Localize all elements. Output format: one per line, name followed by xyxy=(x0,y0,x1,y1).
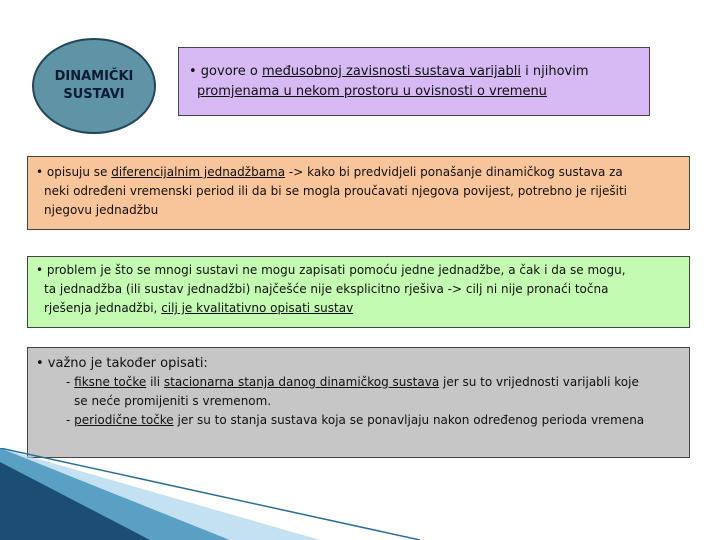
title-line2: SUSTAVI xyxy=(63,87,125,102)
box3-line1: problem je što se mnogi sustavi ne mogu zapisati pomoću jedne jednadžbe, a čak i da se mogu, xyxy=(43,263,626,277)
box4-mid: ili xyxy=(146,375,164,389)
box1-pre: govore o xyxy=(196,64,262,79)
box2-pre: opisuju se xyxy=(43,165,112,179)
box4-l2-post: jer su to vrijednosti varijabli koje xyxy=(439,375,639,389)
title-line1: DINAMIČKI xyxy=(54,69,134,84)
box1-post: i njihovim xyxy=(521,64,589,79)
fixed-points: fiksne točke xyxy=(74,375,147,389)
box4-line3: se neće promijeniti s vremenom. xyxy=(74,394,272,408)
box3-underlined: cilj je kvalitativno opisati sustav xyxy=(161,301,354,315)
box3-line3-pre: rješenja jednadžbi, xyxy=(44,301,162,315)
title-oval xyxy=(32,38,156,134)
bullet: • xyxy=(189,64,197,79)
box2-line2: neki određeni vremenski period ili da bi se mogla proučavati njegova povijest, potrebno je riješiti xyxy=(44,184,628,198)
bullet: • xyxy=(36,165,44,179)
box4-l4-post: jer su to stanja sustava koja se ponavljaju nakon određenog perioda vremena xyxy=(173,413,645,427)
stationary-states: stacionarna stanja danog dinamičkog sustava xyxy=(163,375,440,389)
dash: - xyxy=(66,413,75,427)
bullet: • xyxy=(36,356,44,371)
definition-box xyxy=(178,47,650,116)
corner-decoration xyxy=(0,448,720,540)
box1-line2: promjenama u nekom prostoru u ovisnosti o vremenu xyxy=(197,84,547,99)
box3-line2: ta jednadžba (ili sustav jednadžbi) najčešće nije eksplicitno rješiva -> cilj ni nije pronaći točna xyxy=(44,282,609,296)
problem-box xyxy=(27,256,690,328)
important-box xyxy=(27,347,690,458)
box1-underlined: međusobnoj zavisnosti sustava varijabli xyxy=(261,64,521,79)
dash: - xyxy=(66,375,75,389)
box2-line3: njegovu jednadžbu xyxy=(44,203,159,217)
box2-post: -> kako bi predvidjeli ponašanje dinamičkog sustava za xyxy=(285,165,623,179)
box2-underlined: diferencijalnim jednadžbama xyxy=(111,165,286,179)
periodic-points: periodične točke xyxy=(74,413,174,427)
box4-line1: važno je također opisati: xyxy=(43,356,208,371)
bullet: • xyxy=(36,263,44,277)
equations-box xyxy=(27,156,690,230)
